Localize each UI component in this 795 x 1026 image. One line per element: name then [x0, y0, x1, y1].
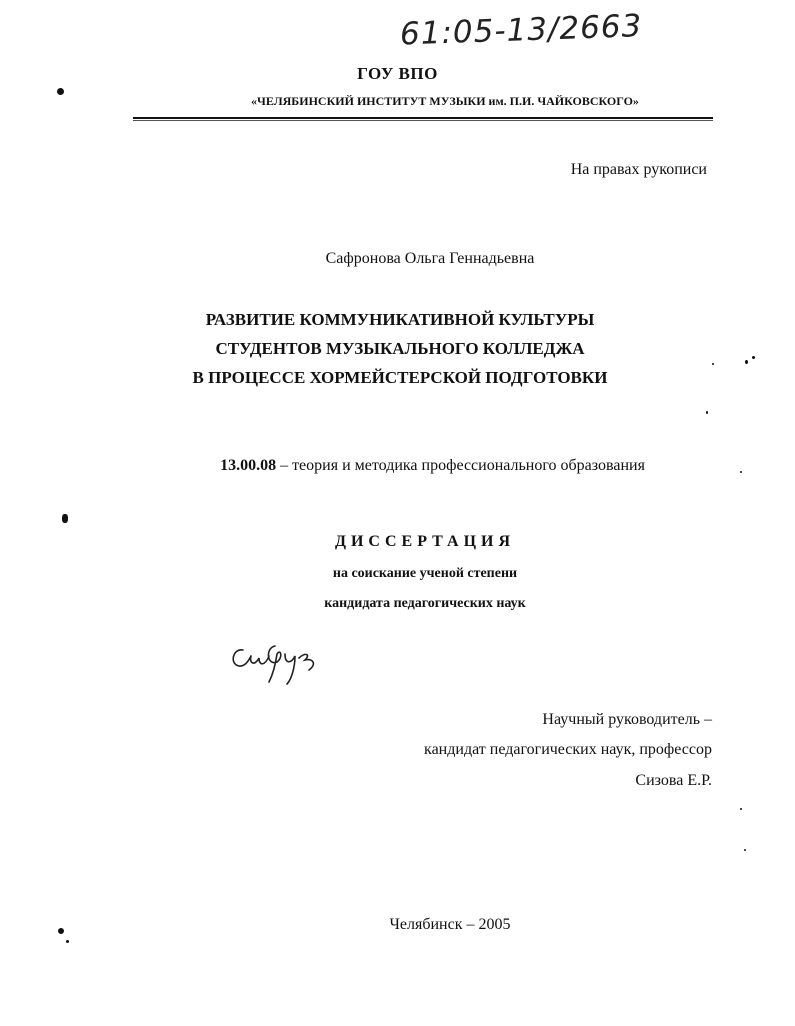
scan-speck — [58, 928, 64, 934]
institution-type: ГОУ ВПО — [357, 64, 438, 83]
advisor-name: Сизова Е.Р. — [635, 772, 712, 789]
institution-name: «ЧЕЛЯБИНСКИЙ ИНСТИТУТ МУЗЫКИ им. П.И. ЧАЙКОВСКОГО» — [251, 94, 639, 108]
scan-speck — [66, 940, 69, 943]
registry-stamp: 61:05-13/2663 — [399, 8, 643, 53]
degree-line: кандидата педагогических наук — [324, 596, 526, 611]
author-name: Сафронова Ольга Геннадьевна — [325, 250, 535, 267]
scan-speck — [57, 88, 64, 95]
title-line: СТУДЕНТОВ МУЗЫКАЛЬНОГО КОЛЛЕДЖА — [215, 339, 585, 358]
scan-speck — [740, 808, 742, 810]
scan-speck — [62, 514, 68, 523]
scan-speck — [740, 471, 742, 473]
scan-speck — [752, 356, 755, 359]
header-rule-thin — [133, 120, 713, 121]
scan-speck — [712, 363, 714, 365]
scan-speck — [706, 411, 708, 414]
advisor-credentials: кандидат педагогических наук, профессор — [424, 741, 712, 758]
specialty-line — [150, 457, 715, 475]
advisor-role: Научный руководитель – — [542, 711, 712, 728]
document-type: ДИССЕРТАЦИЯ — [334, 533, 516, 550]
title-line: В ПРОЦЕССЕ ХОРМЕЙСТЕРСКОЙ ПОДГОТОВКИ — [192, 368, 608, 387]
manuscript-rights-note: На правах рукописи — [570, 161, 707, 178]
city-year: Челябинск – 2005 — [389, 916, 511, 933]
dissertation-title — [150, 305, 650, 392]
title-line: РАЗВИТИЕ КОММУНИКАТИВНОЙ КУЛЬТУРЫ — [205, 310, 595, 329]
specialty-code: 13.00.08 — [220, 457, 277, 474]
specialty-description: – теория и методика профессионального образования — [276, 457, 645, 474]
degree-line: на соискание ученой степени — [332, 566, 518, 581]
handwritten-signature — [225, 638, 345, 688]
scan-speck — [745, 360, 748, 364]
header-rule — [133, 117, 713, 119]
scan-speck — [744, 849, 746, 851]
